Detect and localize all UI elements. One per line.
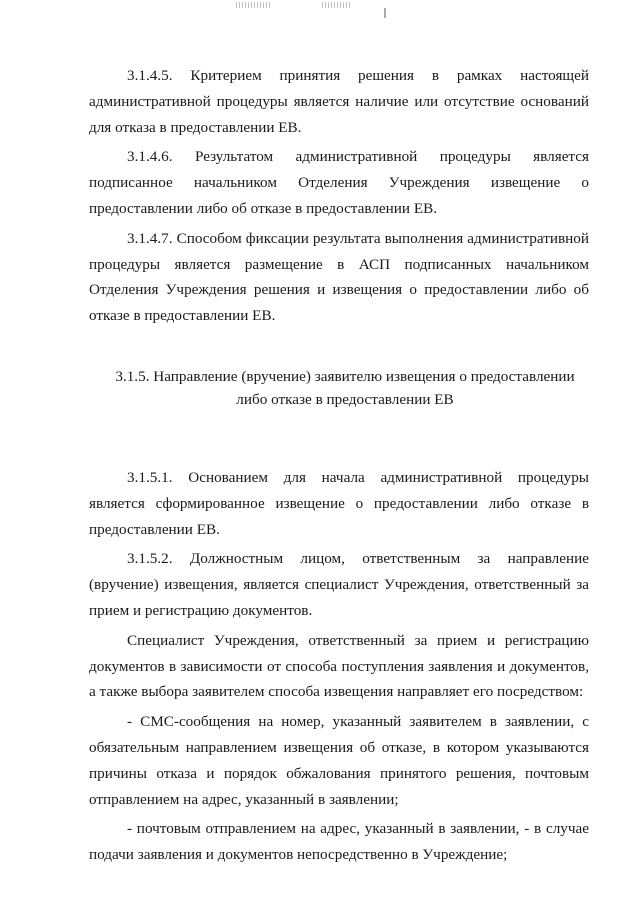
- paragraph-3-1-5-1: 3.1.5.1. Основанием для начала административной процедуры является сформированное извещение о предоставлении либо отказе в предоставлении ЕВ.: [89, 468, 589, 538]
- paragraph-3-1-5-2: 3.1.5.2. Должностным лицом, ответственным за направление (вручение) извещения, является специалист Учреждения, ответственный за прием и регистрацию документов.: [89, 550, 589, 619]
- scan-artifact: [384, 8, 386, 18]
- section-heading-3-1-5: [89, 365, 589, 411]
- paragraph-specialist: Специалист Учреждения, ответственный за прием и регистрацию документов в зависимости от способа поступления заявления и документов, а также выбора заявителем способа извещения направляет его посредством:: [89, 631, 589, 701]
- list-item-sms: - СМС-сообщения на номер, указанный заявителем в заявлении, с обязательным направлением извещения об отказе, в котором указываются причины отказа и порядок обжалования принятого решения, почтовым отправлением на адрес, указанный в заявлении;: [89, 713, 589, 808]
- scan-artifact: [236, 2, 270, 8]
- paragraph-3-1-4-5: 3.1.4.5. Критерием принятия решения в рамках настоящей административной процедуры является наличие или отсутствие оснований для отказа в предоставлении ЕВ.: [89, 67, 589, 136]
- scan-artifact: [322, 2, 352, 8]
- list-item-post: - почтовым отправлением на адрес, указанный в заявлении, - в случае подачи заявления и документов непосредственно в Учреждение;: [89, 820, 589, 864]
- document-body: [89, 63, 589, 872]
- section-heading-line: либо отказе в предоставлении ЕВ: [236, 390, 454, 408]
- section-heading-line: 3.1.5. Направление (вручение) заявителю извещения о предоставлении: [115, 367, 575, 385]
- paragraph-3-1-4-7: 3.1.4.7. Способом фиксации результата выполнения административной процедуры является размещение в АСП подписанных начальником Отделения Учреждения решения и извещения о предоставлении либо об отказе в предоставлении ЕВ.: [89, 229, 589, 325]
- paragraph-3-1-4-6: 3.1.4.6. Результатом административной процедуры является подписанное начальником Отделения Учреждения извещение о предоставлении либо об отказе в предоставлении ЕВ.: [89, 148, 589, 217]
